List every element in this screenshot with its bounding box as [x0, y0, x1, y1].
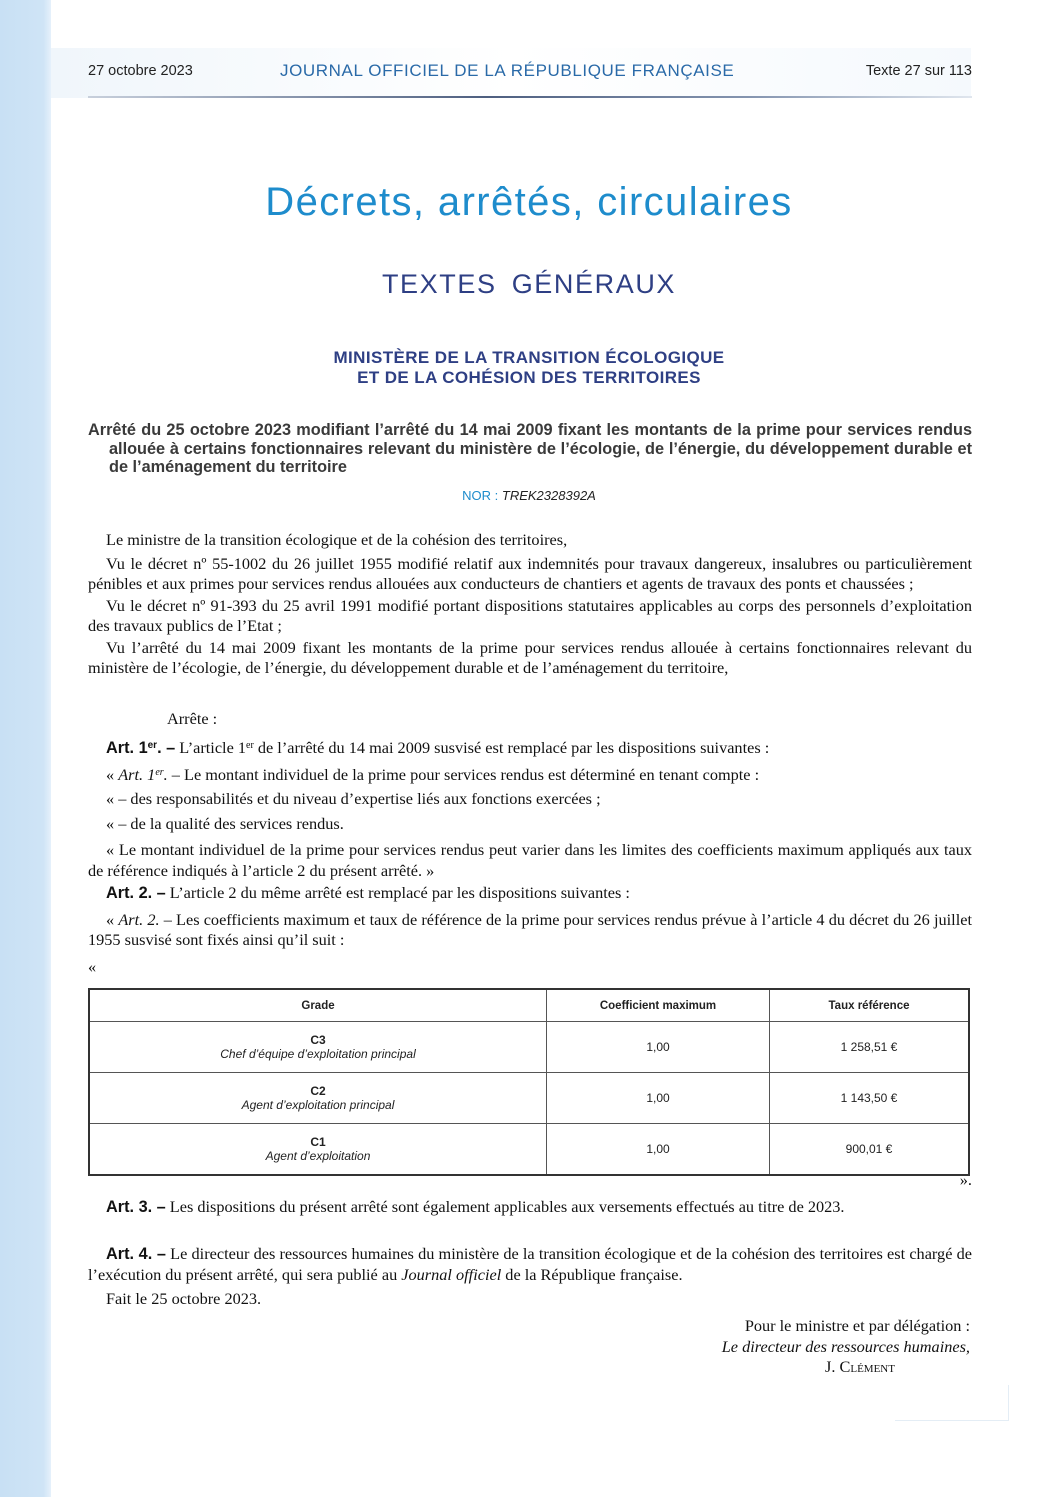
article-3: Art. 3. – Les dispositions du présent arrêté sont également applicables aux versements effectués au titre de 2023. [106, 1197, 845, 1216]
signature-title: Le directeur des ressources humaines, [721, 1336, 970, 1356]
column-header-taux: Taux référence [770, 989, 970, 1022]
column-header-grade: Grade [89, 989, 547, 1022]
ministry-line-1: MINISTÈRE DE LA TRANSITION ÉCOLOGIQUE [333, 348, 725, 367]
column-header-coefficient: Coefficient maximum [547, 989, 770, 1022]
table-header-row [89, 989, 969, 1022]
header-journal-title: JOURNAL OFFICIEL DE LA RÉPUBLIQUE FRANÇAISE [280, 61, 735, 80]
nor-reference [0, 488, 1058, 503]
taux-cell: 1 143,50 € [770, 1073, 970, 1124]
page-header [88, 60, 972, 86]
preamble-paragraph: Vu l’arrêté du 14 mai 2009 fixant les montants de la prime pour services rendus allouée à certains fonctionnaires relevant du ministère de l’écologie, de l’énergie, du développement durable et de l’aménagement du territoire, [88, 637, 972, 677]
journal-officiel-italic: Journal officiel [401, 1264, 502, 1284]
article-1-bullet: « – des responsabilités et du niveau d’expertise liés aux fonctions exercées ; [106, 789, 601, 808]
signatory-name: J. Clément [825, 1357, 895, 1376]
signature-line-1: Pour le ministre et par délégation : [744, 1316, 970, 1335]
nor-label: NOR : [462, 488, 502, 503]
article-4-label: Art. 4. – [106, 1245, 166, 1263]
preamble-paragraph: Vu le décret nº 55-1002 du 26 juillet 1955 modifié relatif aux indemnités pour travaux dangereux, insalubres ou particulièrement pénibles et aux primes pour services rendus allouées aux conducteurs de chantiers et agents de travaux des ponts et chaussées ; [88, 553, 972, 593]
article-1: Art. 1er. – L’article 1er de l’arrêté du 14 mai 2009 susvisé est remplacé par les dispositions suivantes : « Art. 1er. – Le montant individuel de la prime pour services rendus est déterminé en tenant compte : « – des responsabilités et du niveau d’expertise liés aux fonctions exercées ; « – de la qualité des services rendus. « Le montant individuel de la prime pour services rendus peut varier dans les limites des coefficients maximum appliqués aux taux de référence indiqués à l’article 2 du présent arrêté. » [88, 738, 972, 880]
grade-cell: C3 Chef d’équipe d’exploitation principal [89, 1022, 547, 1073]
header-divider [88, 96, 972, 98]
arrete-word [88, 709, 972, 730]
table-row [89, 1022, 969, 1073]
section-title: TEXTES GÉNÉRAUX [381, 269, 677, 299]
article-2: Art. 2. – L’article 2 du même arrêté est remplacé par les dispositions suivantes : « Art. 2. – Les coefficients maximum et taux de référence de la prime pour services rendus prévue à l’article 4 du décret du 26 juillet 1955 susvisé sont fixés ainsi qu’il suit : « [88, 883, 972, 976]
grade-cell: C1 Agent d’exploitation [89, 1124, 547, 1176]
document-category-title: Décrets, arrêtés, circulaires [265, 180, 793, 224]
article-1-closing: « Le montant individuel de la prime pour services rendus peut varier dans les limites des coefficients maximum appliqués aux taux de référence indiqués à l’article 2 du présent arrêté. » [88, 840, 972, 880]
nor-code: TREK2328392A [501, 488, 596, 503]
article-4: Art. 4. – Le directeur des ressources humaines du ministère de la transition écologique et de la cohésion des territoires est chargé de l’exécution du présent arrêté, qui sera publié au Journal officiel de la République française. Fait le 25 octobre 2023. [88, 1244, 972, 1308]
rates-table [88, 988, 970, 1176]
header-text-number: Texte 27 sur 113 [865, 63, 972, 79]
signature-block [600, 1316, 970, 1378]
table-open-quote: « [88, 956, 97, 976]
table-row [89, 1124, 969, 1176]
article-2-label: Art. 2. – [106, 884, 166, 902]
preamble-paragraph: Vu le décret nº 91-393 du 25 avril 1991 modifié portant dispositions statutaires applicables au corps des personnels d’exploitation des travaux publics de l’Etat ; [88, 595, 972, 635]
ministry-name [0, 348, 1058, 388]
coefficient-cell: 1,00 [547, 1022, 770, 1073]
page-corner-mark [895, 1385, 1009, 1421]
article-3-label: Art. 3. – [106, 1198, 166, 1216]
table-close-quote: ». [959, 1170, 972, 1189]
arrete-label: Arrête : [167, 709, 218, 728]
fait-date: Fait le 25 octobre 2023. [106, 1289, 262, 1308]
preamble [88, 530, 972, 679]
article-2-quote: « Art. 2. – Les coefficients maximum et taux de référence de la prime pour services rendus prévue à l’article 4 du décret du 26 juillet 1955 susvisé sont fixés ainsi qu’il suit : [88, 909, 972, 949]
header-date: 27 octobre 2023 [88, 63, 193, 79]
taux-cell: 1 258,51 € [770, 1022, 970, 1073]
grade-cell: C2 Agent d’exploitation principal [89, 1073, 547, 1124]
taux-cell: 900,01 € [770, 1124, 970, 1176]
preamble-paragraph: Le ministre de la transition écologique et de la cohésion des territoires, [106, 530, 568, 549]
ministry-line-2: ET DE LA COHÉSION DES TERRITOIRES [357, 368, 701, 387]
article-1-label: Art. 1er. – [106, 739, 176, 757]
arrete-title: Arrêté du 25 octobre 2023 modifiant l’arrêté du 14 mai 2009 fixant les montants de la prime pour services rendus allouée à certains fonctionnaires relevant du ministère de l’écologie, de l’énergie, du développement durable et de l’aménagement du territoire [88, 421, 972, 476]
article-1-bullet: « – de la qualité des services rendus. [106, 813, 344, 833]
coefficient-cell: 1,00 [547, 1124, 770, 1176]
article-1-quote: « Art. 1er. – Le montant individuel de la prime pour services rendus est déterminé en tenant compte : [106, 764, 760, 784]
table-row [89, 1073, 969, 1124]
coefficient-cell: 1,00 [547, 1073, 770, 1124]
